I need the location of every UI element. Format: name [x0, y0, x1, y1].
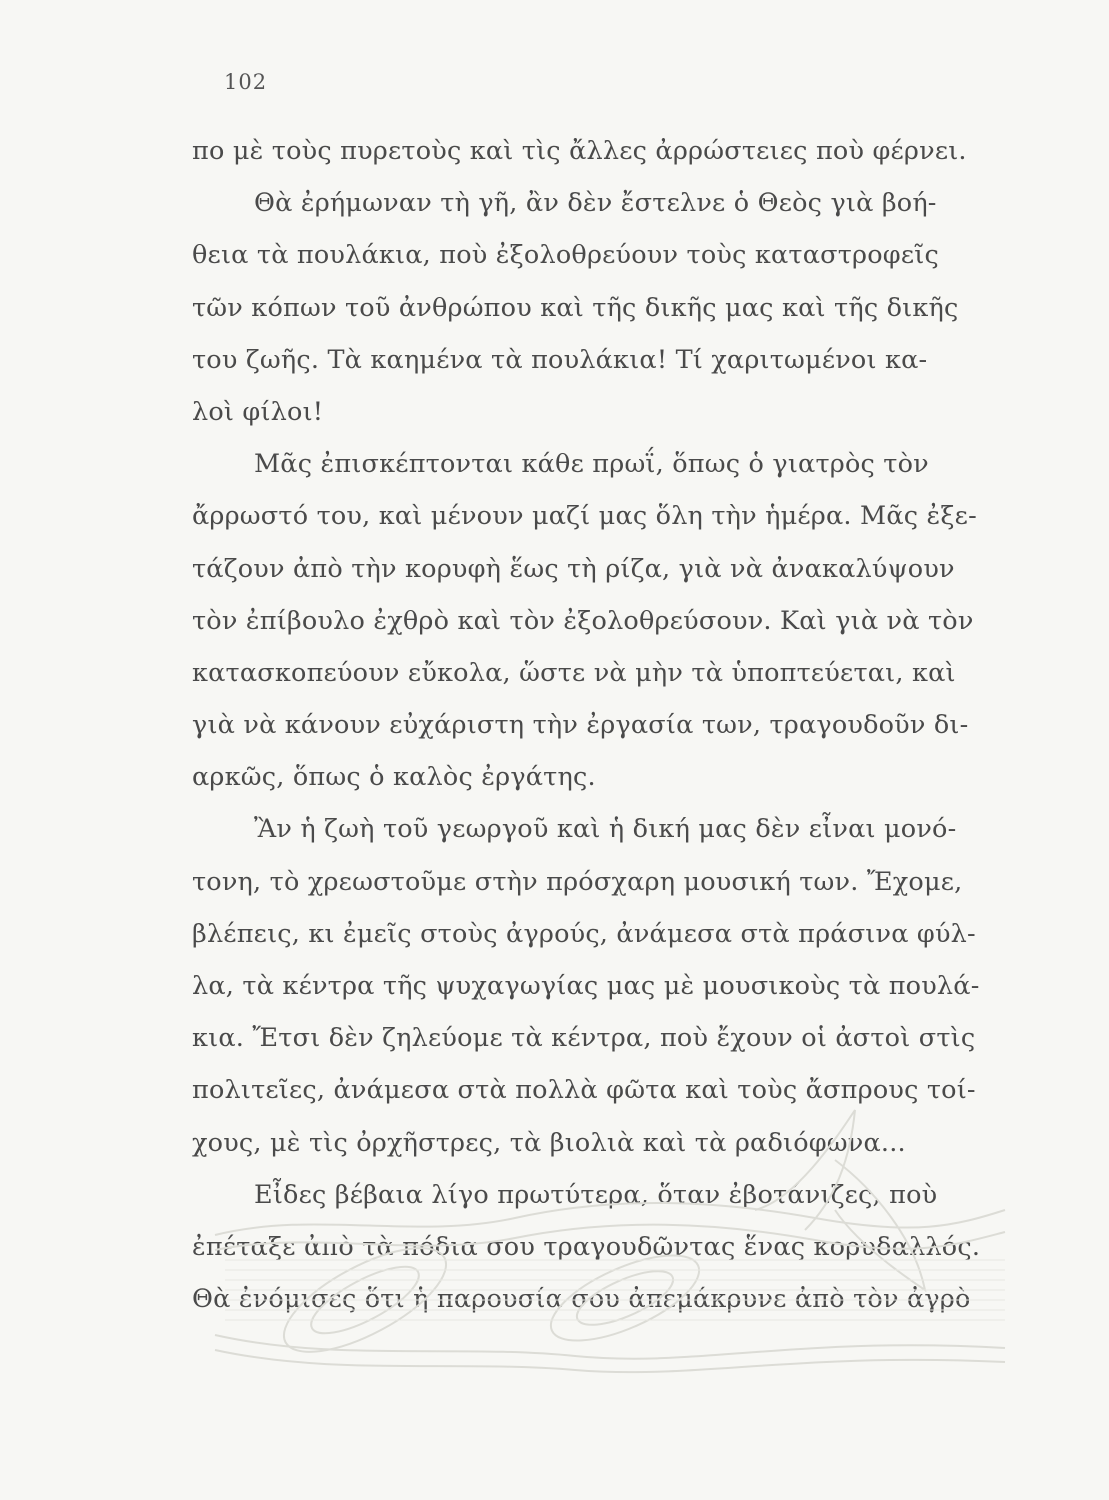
text-line: Εἶδες βέβαια λίγο πρωτύτερα, ὅταν ἐβοτάνιζες, ποὺ [254, 1179, 938, 1210]
text-line: Ἂν ἡ ζωὴ τοῦ γεωργοῦ καὶ ἡ δική μας δὲν εἶναι μονό- [254, 814, 957, 845]
decorative-ornament [195, 1100, 1025, 1400]
text-line: τάζουν ἀπὸ τὴν κορυφὴ ἕως τὴ ρίζα, γιὰ νὰ ἀνακαλύψουν [192, 553, 955, 584]
page-number: 102 [224, 70, 268, 94]
text-line: τὸν ἐπίβουλο ἐχθρὸ καὶ τὸν ἐξολοθρεύσουν. Καὶ γιὰ νὰ τὸν [192, 605, 974, 636]
text-line: αρκῶς, ὅπως ὁ καλὸς ἐργάτης. [192, 762, 596, 793]
text-line: βλέπεις, κι ἐμεῖς στοὺς ἀγρούς, ἀνάμεσα στὰ πράσινα φύλ- [192, 918, 976, 949]
text-line: τῶν κόπων τοῦ ἀνθρώπου καὶ τῆς δικῆς μας καὶ τῆς δικῆς [192, 292, 959, 323]
text-line: πο μὲ τοὺς πυρετοὺς καὶ τὶς ἄλλες ἀρρώστειες ποὺ φέρνει. [192, 136, 967, 166]
text-line: Μᾶς ἐπισκέπτονται κάθε πρωΐ, ὅπως ὁ γιατρὸς τὸν [254, 449, 929, 480]
text-line: γιὰ νὰ κάνουν εὐχάριστη τὴν ἐργασία των, τραγουδοῦν δι- [192, 710, 969, 741]
text-line: λα, τὰ κέντρα τῆς ψυχαγωγίας μας μὲ μουσικοὺς τὰ πουλά- [192, 971, 980, 1001]
text-line: θεια τὰ πουλάκια, ποὺ ἐξολοθρεύουν τοὺς καταστροφεῖς [192, 240, 939, 271]
text-line: ἄρρωστό του, καὶ μένουν μαζί μας ὅλη τὴν ἡμέρα. Μᾶς ἐξε- [192, 501, 977, 532]
text-line: χους, μὲ τὶς ὀρχῆστρες, τὰ βιολιὰ καὶ τὰ ραδιόφωνα... [192, 1127, 906, 1158]
text-line: πολιτεῖες, ἀνάμεσα στὰ πολλὰ φῶτα καὶ τοὺς ἄσπρους τοί- [192, 1075, 976, 1106]
text-line: λοὶ φίλοι! [192, 396, 324, 427]
text-line: κια. Ἔτσι δὲν ζηλεύομε τὰ κέντρα, ποὺ ἔχουν οἱ ἀστοὶ στὶς [192, 1023, 976, 1054]
text-line: Θὰ ἐνόμισες ὅτι ἡ παρουσία σου ἀπεμάκρυνε ἀπὸ τὸν ἀγρὸ [192, 1284, 971, 1315]
text-line: του ζωῆς. Τὰ καημένα τὰ πουλάκια! Τί χαριτωμένοι κα- [192, 344, 928, 375]
text-line: κατασκοπεύουν εὔκολα, ὥστε νὰ μὴν τὰ ὑποπτεύεται, καὶ [192, 657, 956, 688]
text-line: ἐπέταξε ἀπὸ τὰ πόδια σου τραγουδῶντας ἕνας κορυδαλλός. [192, 1231, 981, 1262]
text-line: Θὰ ἐρήμωναν τὴ γῆ, ἂν δὲν ἔστελνε ὁ Θεὸς γιὰ βοή- [254, 188, 937, 219]
text-line: τονη, τὸ χρεωστοῦμε στὴν πρόσχαρη μουσική των. Ἔχομε, [192, 866, 963, 897]
